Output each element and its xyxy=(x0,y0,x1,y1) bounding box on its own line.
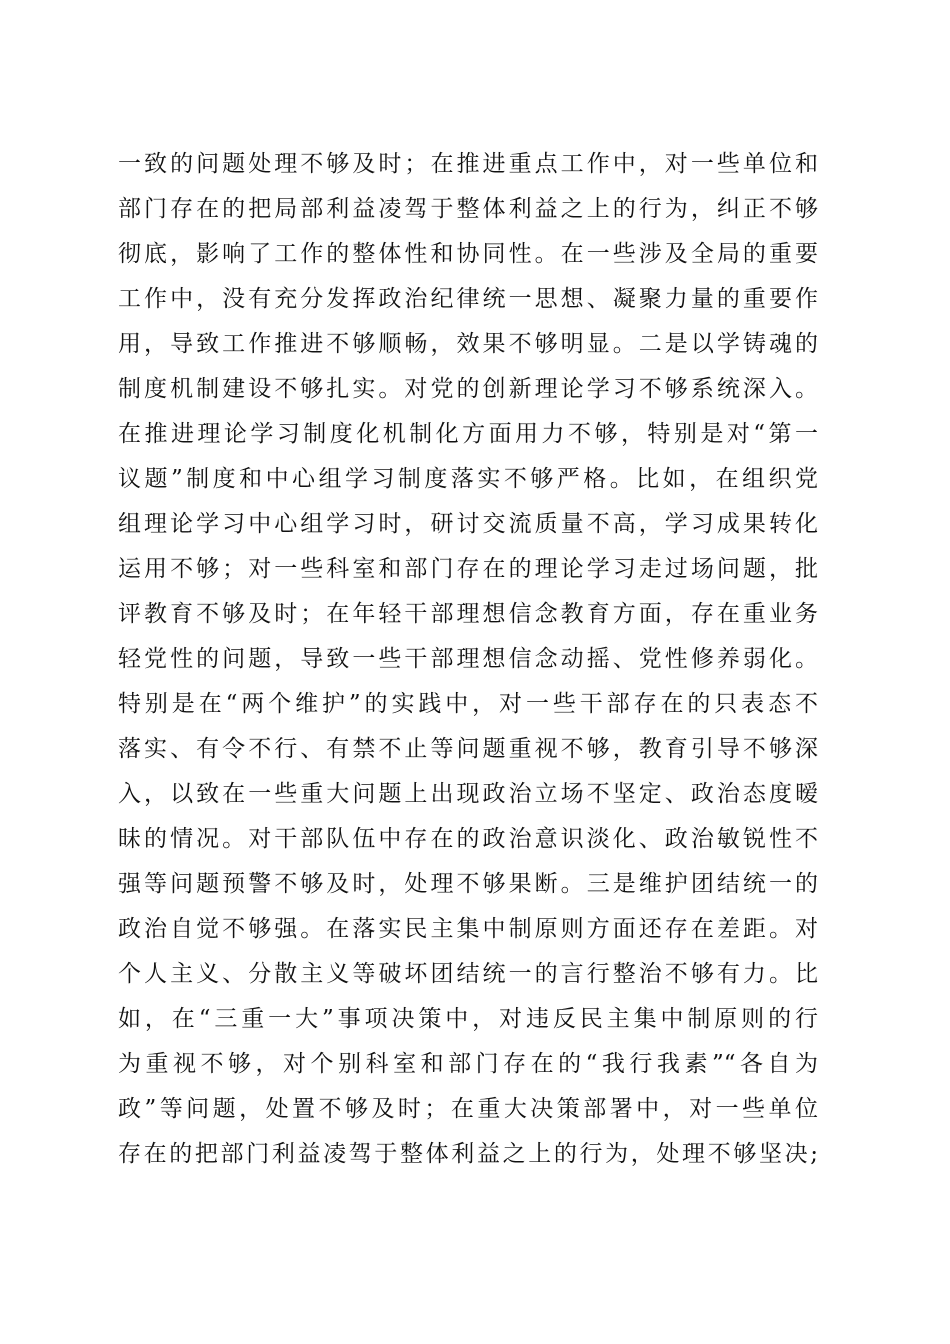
text-line: 议题”制度和中心组学习制度落实不够严格。比如，在组织党 xyxy=(118,466,818,492)
text-line: 一致的问题处理不够及时；在推进重点工作中，对一些单位和 xyxy=(118,151,818,177)
text-line: 为重视不够，对个别科室和部门存在的“我行我素”“各自为 xyxy=(118,1051,818,1077)
text-line: 入，以致在一些重大问题上出现政治立场不坚定、政治态度暧 xyxy=(118,781,818,807)
body-text xyxy=(118,142,818,1177)
text-line: 如，在“三重一大”事项决策中，对违反民主集中制原则的行 xyxy=(118,1006,818,1032)
text-line: 政治自觉不够强。在落实民主集中制原则方面还存在差距。对 xyxy=(118,916,818,942)
text-line: 强等问题预警不够及时，处理不够果断。三是维护团结统一的 xyxy=(118,871,818,897)
text-line: 存在的把部门利益凌驾于整体利益之上的行为，处理不够坚决; xyxy=(118,1141,818,1167)
text-line: 制度机制建设不够扎实。对党的创新理论学习不够系统深入。 xyxy=(118,376,818,402)
text-line: 彻底，影响了工作的整体性和协同性。在一些涉及全局的重要 xyxy=(118,241,818,267)
text-line: 组理论学习中心组学习时，研讨交流质量不高，学习成果转化 xyxy=(118,511,818,537)
text-line: 运用不够；对一些科室和部门存在的理论学习走过场问题，批 xyxy=(118,556,818,582)
text-line: 在推进理论学习制度化机制化方面用力不够，特别是对“第一 xyxy=(118,421,818,447)
text-line: 用，导致工作推进不够顺畅，效果不够明显。二是以学铸魂的 xyxy=(118,331,818,357)
text-line: 评教育不够及时；在年轻干部理想信念教育方面，存在重业务 xyxy=(118,601,818,627)
text-line: 部门存在的把局部利益凌驾于整体利益之上的行为，纠正不够 xyxy=(118,196,818,222)
text-line: 落实、有令不行、有禁不止等问题重视不够，教育引导不够深 xyxy=(118,736,818,762)
text-line: 个人主义、分散主义等破坏团结统一的言行整治不够有力。比 xyxy=(118,961,818,987)
text-line: 工作中，没有充分发挥政治纪律统一思想、凝聚力量的重要作 xyxy=(118,286,818,312)
text-line: 政”等问题，处置不够及时；在重大决策部署中，对一些单位 xyxy=(118,1096,818,1122)
text-line: 特别是在“两个维护”的实践中，对一些干部存在的只表态不 xyxy=(118,691,818,717)
text-line: 昧的情况。对干部队伍中存在的政治意识淡化、政治敏锐性不 xyxy=(118,826,818,852)
text-line: 轻党性的问题，导致一些干部理想信念动摇、党性修养弱化。 xyxy=(118,646,818,672)
